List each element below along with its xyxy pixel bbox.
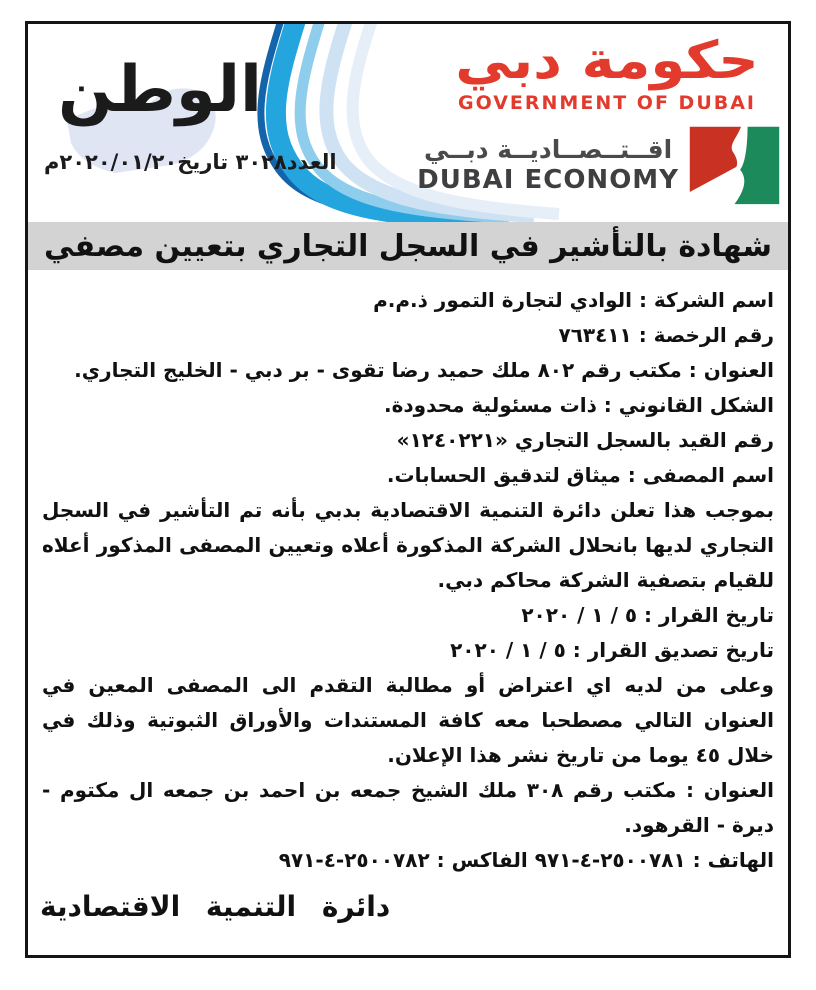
objection-paragraph: وعلى من لديه اي اعتراض أو مطالبة التقدم الى المصفى المعين في العنوان التالي مصطحبا معه كافة المستندات والأوراق الثبوتية وذلك في خلال ٤٥ يوما من تاريخ نشر هذا الإعلان. — [42, 673, 774, 767]
announcement-paragraph: بموجب هذا تعلن دائرة التنمية الاقتصادية بدبي بأنه تم التأشير في السجل التجاري لديها بانحلال الشركة المذكورة أعلاه وتعيين المصفى المذكور أعلاه للقيام بتصفية الشركة محاكم دبي. — [42, 498, 774, 592]
company-name-line: اسم الشركة : الوادي لتجارة التمور ذ.م.م — [373, 288, 774, 312]
masthead — [28, 24, 788, 222]
government-of-dubai-calligraphy: حكومة دبي — [455, 31, 759, 91]
license-number-line: رقم الرخصة : ٧٦٣٤١١ — [558, 323, 774, 347]
company-address-line: العنوان : مكتب رقم ٨٠٢ ملك حميد رضا تقوى - بر دبي - الخليج التجاري. — [74, 358, 774, 382]
liquidator-name-line: اسم المصفى : ميثاق لتدقيق الحسابات. — [386, 463, 774, 487]
dubai-economy-english-label: DUBAI ECONOMY — [417, 165, 679, 195]
government-of-dubai-block — [417, 31, 782, 206]
notice-title-bar: شهادة بالتأشير في السجل التجاري بتعيين مصفي — [28, 222, 788, 270]
issuing-department-signature: دائرة التنمية الاقتصادية — [40, 890, 391, 923]
government-of-dubai-english-label: GOVERNMENT OF DUBAI — [457, 92, 757, 114]
issue-date-line: العدد٣٠٢٨ تاريخ٢٠٢٠/٠١/٢٠م — [44, 150, 337, 174]
dubai-economy-wordmark — [417, 135, 679, 195]
decision-date-line: تاريخ القرار : ٥ / ١ / ٢٠٢٠ — [521, 603, 774, 627]
notice-border-frame — [25, 21, 791, 958]
dubai-economy-logo-row — [417, 124, 782, 206]
ratification-date-line: تاريخ تصديق القرار : ٥ / ١ / ٢٠٢٠ — [450, 638, 774, 662]
dubai-economy-logo-icon — [687, 124, 782, 206]
dubai-economy-arabic-label: اقــتــصــاديــة دبــي — [423, 135, 673, 164]
register-number-line: رقم القيد بالسجل التجاري «١٢٤٠٢٢١» — [396, 428, 774, 452]
phone-fax-line: الهاتف : ٢٥٠٠٧٨١-٤-٩٧١ الفاكس : ٢٥٠٠٧٨٢-٤-٩٧١ — [278, 848, 774, 872]
notice-body — [28, 270, 788, 878]
footer — [28, 878, 788, 923]
newspaper-logo-alwatan: الوطن — [58, 53, 262, 127]
liquidator-address-line: العنوان : مكتب رقم ٣٠٨ ملك الشيخ جمعه بن احمد بن جمعه ال مكتوم - ديرة - القرهود. — [42, 778, 774, 837]
legal-form-line: الشكل القانوني : ذات مسئولية محدودة. — [384, 393, 774, 417]
